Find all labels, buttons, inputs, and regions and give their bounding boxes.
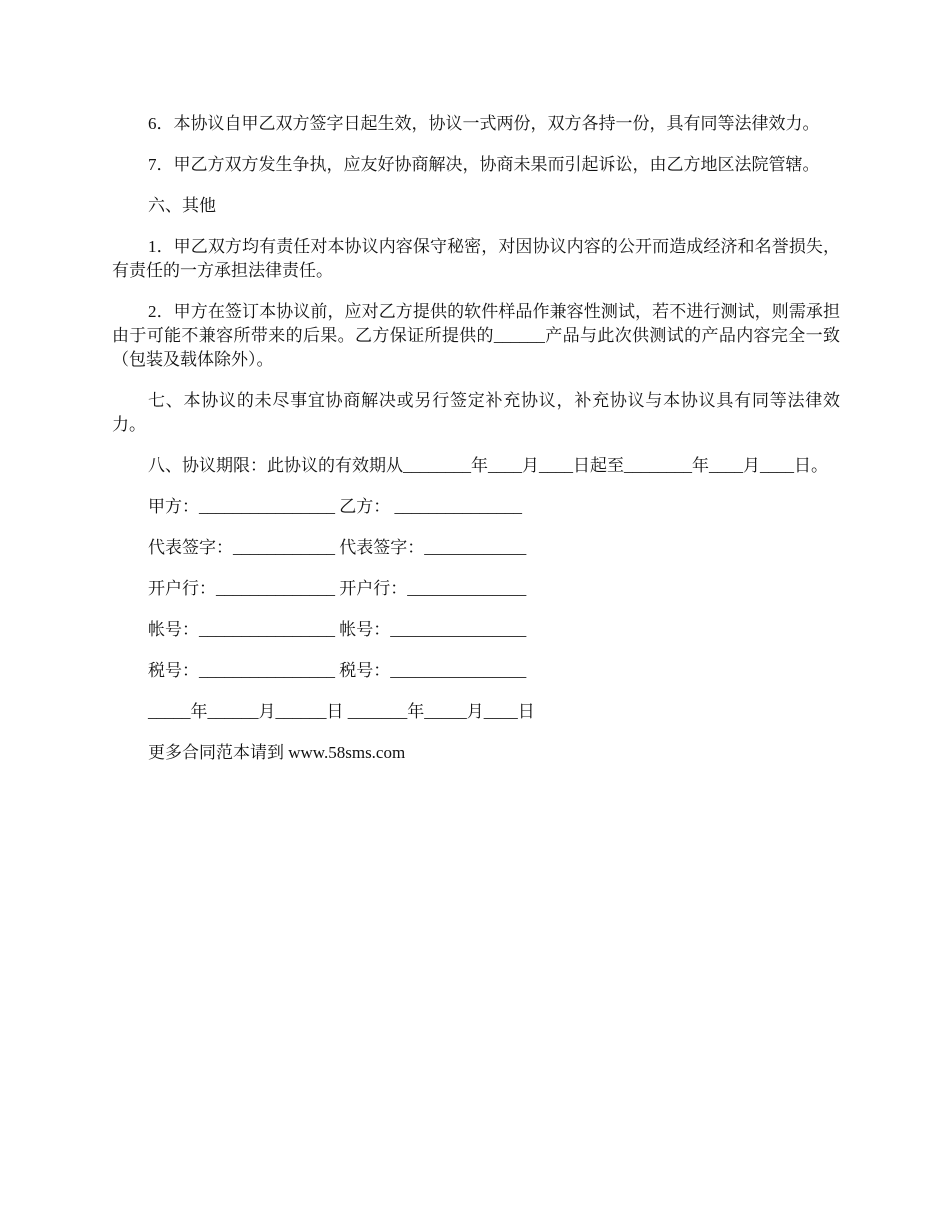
section-7-supplement: 七、本协议的未尽事宜协商解决或另行签定补充协议，补充协议与本协议具有同等法律效力。 — [112, 391, 840, 434]
signature-account-line: 帐号：________________ 帐号：________________ — [148, 620, 527, 639]
other-clause-1-confidentiality: 1．甲乙双方均有责任对本协议内容保守秘密，对因协议内容的公开而造成经济和名誉损失，有责任的一方承担法律责任。 — [112, 237, 840, 280]
section-8-term: 八、协议期限：此协议的有效期从________年____月____日起至________年____月____日。 — [148, 456, 828, 475]
clause-7-disputes: 7．甲乙方双方发生争执，应友好协商解决，协商未果而引起诉讼，由乙方地区法院管辖。 — [148, 155, 820, 174]
signature-tax-line: 税号：________________ 税号：________________ — [148, 661, 527, 680]
clause-6-effective: 6．本协议自甲乙双方签字日起生效，协议一式两份，双方各持一份，具有同等法律效力。 — [148, 114, 820, 133]
other-clause-2-compatibility: 2．甲方在签订本协议前，应对乙方提供的软件样品作兼容性测试，若不进行测试，则需承担由于可能不兼容所带来的后果。乙方保证所提供的______产品与此次供测试的产品内容完全一致（包装及载体除外）。 — [112, 302, 840, 369]
signature-date-line: _____年______月______日 _______年_____月____日 — [148, 702, 535, 721]
footer-note: 更多合同范本请到 www.58sms.com — [148, 743, 406, 762]
signature-party-line: 甲方：________________ 乙方： _______________ — [148, 497, 522, 516]
document-page — [112, 112, 840, 765]
signature-bank-line: 开户行：______________ 开户行：______________ — [148, 579, 527, 598]
section-6-heading: 六、其他 — [148, 196, 216, 215]
signature-representative-line: 代表签字：____________ 代表签字：____________ — [148, 538, 527, 557]
